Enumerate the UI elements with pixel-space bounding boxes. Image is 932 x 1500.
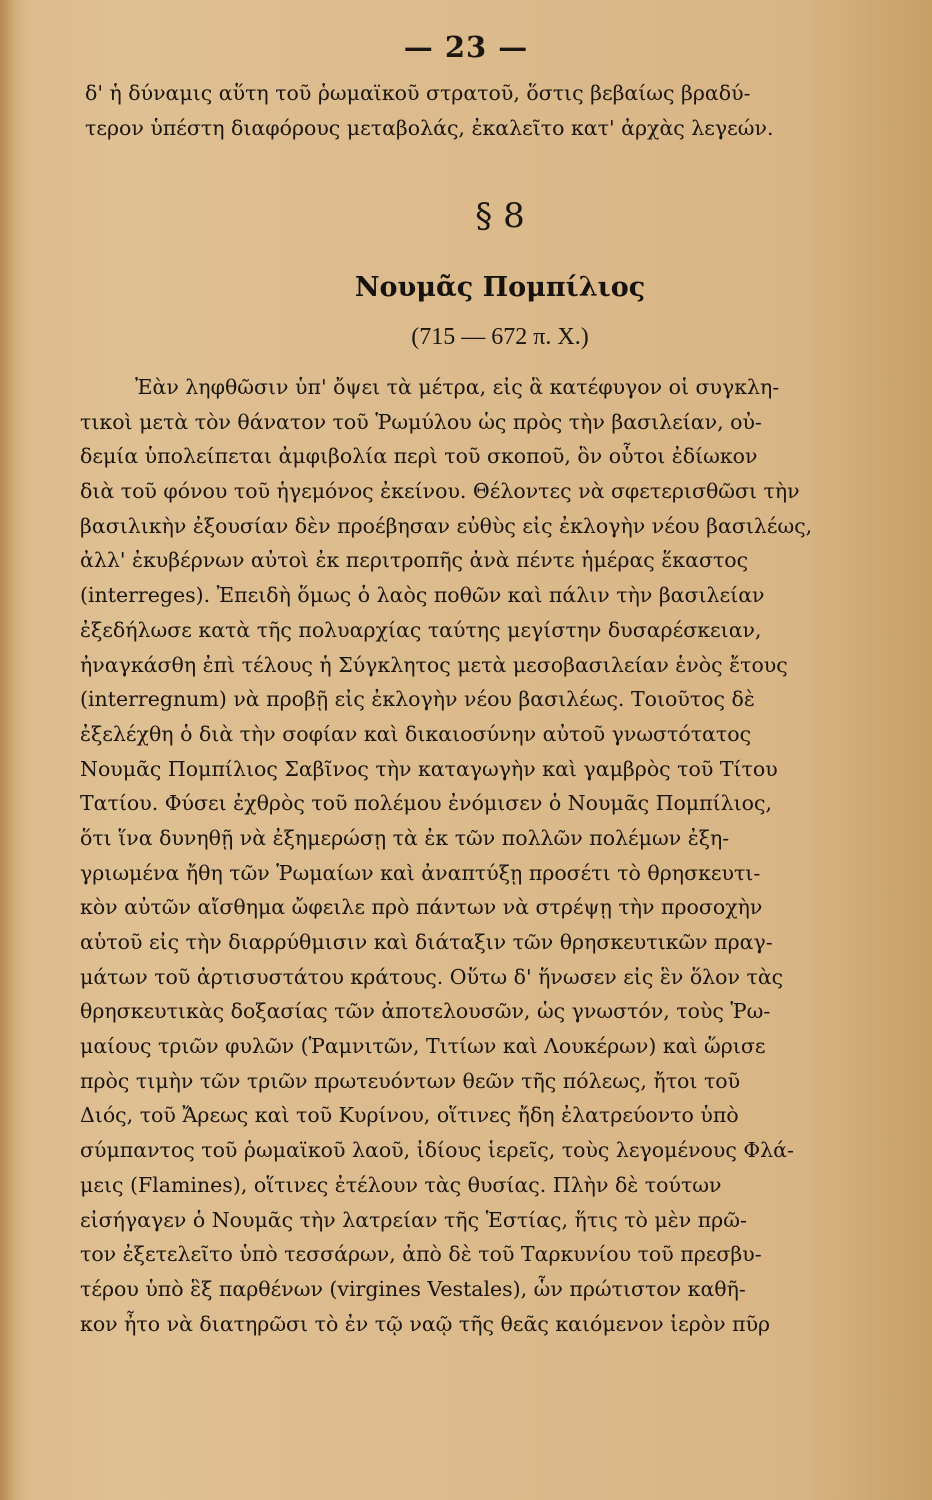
text-line: μάτων τοῦ ἀρτισυστάτου κράτους. Οὕτω δ' ἥνωσεν εἰς ἓν ὅλον τὰς bbox=[80, 964, 784, 989]
top-paragraph bbox=[85, 76, 910, 145]
text-line: σύμπαντος τοῦ ῥωμαϊκοῦ λαοῦ, ἰδίους ἱερεῖς, τοὺς λεγομένους Φλά- bbox=[80, 1138, 794, 1163]
text-line: Νουμᾶς Πομπίλιος Σαβῖνος τὴν καταγωγὴν καὶ γαμβρὸς τοῦ Τίτου bbox=[80, 756, 778, 781]
text-line: αὑτοῦ εἰς τὴν διαρρύθμισιν καὶ διάταξιν τῶν θρησκευτικῶν πραγ- bbox=[80, 930, 773, 954]
text-line: (interreges). Ἐπειδὴ ὅμως ὁ λαὸς ποθῶν καὶ πάλιν τὴν βασιλείαν bbox=[80, 583, 765, 608]
text-line: ἐξελέχθη ὁ διὰ τὴν σοφίαν καὶ δικαιοσύνην αὐτοῦ γνωστότατος bbox=[80, 721, 752, 746]
text-line: ἐξεδήλωσε κατὰ τῆς πολυαρχίας ταύτης μεγίστην δυσαρέσκειαν, bbox=[80, 617, 762, 642]
main-paragraph bbox=[80, 370, 905, 1341]
text-line: διὰ τοῦ φόνου τοῦ ἡγεμόνος ἐκείνου. Θέλοντες νὰ σφετερισθῶσι τὴν bbox=[80, 479, 800, 504]
text-line: Τατίου. Φύσει ἐχθρὸς τοῦ πολέμου ἐνόμισεν ὁ Νουμᾶς Πομπίλιος, bbox=[80, 791, 773, 816]
text-line: τον ἐξετελεῖτο ὑπὸ τεσσάρων, ἀπὸ δὲ τοῦ Ταρκυνίου τοῦ πρεσβυ- bbox=[80, 1242, 762, 1267]
text-line: δ' ἡ δύναμις αὕτη τοῦ ῥωμαϊκοῦ στρατοῦ, ὅστις βεβαίως βραδύ- bbox=[85, 81, 751, 105]
text-line: εἰσήγαγεν ὁ Νουμᾶς τὴν λατρείαν τῆς Ἑστίας, ἥτις τὸ μὲν πρῶ- bbox=[80, 1207, 747, 1232]
text-line: τέρου ὑπὸ ἓξ παρθένων (virgines Vestales), ὧν πρώτιστον καθῆ- bbox=[80, 1276, 746, 1301]
section-mark: § 8 bbox=[475, 196, 525, 236]
text-line: ὅτι ἵνα δυνηθῇ νὰ ἐξημερώσῃ τὰ ἐκ τῶν πολλῶν πολέμων ἐξη- bbox=[80, 825, 730, 850]
text-line: μεις (Flamines), οἵτινες ἐτέλουν τὰς θυσίας. Πλὴν δὲ τούτων bbox=[80, 1172, 722, 1197]
text-line: κον ἦτο νὰ διατηρῶσι τὸ ἐν τῷ ναῷ τῆς θεᾶς καιόμενον ἱερὸν πῦρ bbox=[80, 1311, 771, 1336]
text-line: δεμία ὑπολείπεται ἀμφιβολία περὶ τοῦ σκοποῦ, ὃν οὗτοι ἐδίωκον bbox=[80, 444, 758, 469]
text-line: τερον ὑπέστη διαφόρους μεταβολάς, ἐκαλεῖτο κατ' ἀρχὰς λεγεών. bbox=[85, 115, 774, 140]
chapter-dates: (715 — 672 π. Χ.) bbox=[411, 324, 589, 350]
text-line: τικοὶ μετὰ τὸν θάνατον τοῦ Ῥωμύλου ὡς πρὸς τὴν βασιλείαν, οὐ- bbox=[80, 409, 762, 434]
text-line: ἠναγκάσθη ἐπὶ τέλους ἡ Σύγκλητος μετὰ μεσοβασιλείαν ἑνὸς ἔτους bbox=[80, 652, 788, 677]
text-line: γριωμένα ἤθη τῶν Ῥωμαίων καὶ ἀναπτύξῃ προσέτι τὸ θρησκευτι- bbox=[80, 860, 761, 885]
text-line: πρὸς τιμὴν τῶν τριῶν πρωτευόντων θεῶν τῆς πόλεως, ἤτοι τοῦ bbox=[80, 1068, 741, 1093]
text-line: κὸν αὐτῶν αἴσθημα ὤφειλε πρὸ πάντων νὰ στρέψῃ τὴν προσοχὴν bbox=[80, 895, 763, 920]
text-line: μαίους τριῶν φυλῶν (Ῥαμνιτῶν, Τιτίων καὶ Λουκέρων) καὶ ὥρισε bbox=[80, 1034, 766, 1059]
text-line: ἀλλ' ἐκυβέρνων αὐτοὶ ἐκ περιτροπῆς ἀνὰ πέντε ἡμέρας ἕκαστος bbox=[80, 548, 749, 573]
page-number: — 23 — bbox=[403, 30, 529, 64]
text-line: βασιλικὴν ἐξουσίαν δὲν προέβησαν εὐθὺς εἰς ἐκλογὴν νέου βασιλέως, bbox=[80, 513, 813, 538]
text-line: Διός, τοῦ Ἄρεως καὶ τοῦ Κυρίνου, οἵτινες ἤδη ἐλατρεύοντο ὑπὸ bbox=[80, 1103, 739, 1128]
text-line: Ἐὰν ληφθῶσιν ὑπ' ὄψει τὰ μέτρα, εἰς ἃ κατέφυγον οἱ συγκλη- bbox=[135, 375, 780, 399]
text-line: θρησκευτικὰς δοξασίας τῶν ἀποτελουσῶν, ὡς γνωστόν, τοὺς Ῥω- bbox=[80, 999, 771, 1024]
text-line: (interregnum) νὰ προβῇ εἰς ἐκλογὴν νέου βασιλέως. Τοιοῦτος δὲ bbox=[80, 687, 755, 712]
chapter-title: Νουμᾶς Πομπίλιος bbox=[354, 272, 646, 303]
